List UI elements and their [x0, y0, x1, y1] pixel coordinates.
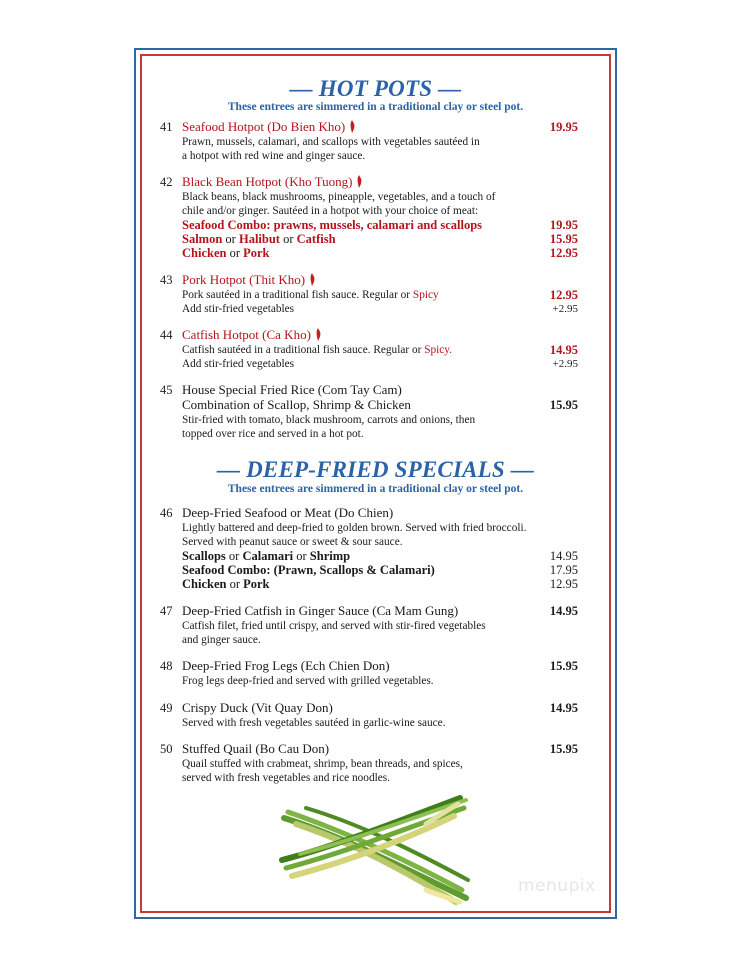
item-addon: Add stir-fried vegetables [182, 303, 295, 315]
item-description: Catfish filet, fried until crispy, and served with stir-fired vegetables [182, 620, 486, 632]
chili-pepper-icon [315, 328, 322, 341]
menupix-watermark: menupix [518, 876, 596, 896]
option-salmon-halibut-catfish: Salmon or Halibut or Catfish [182, 232, 336, 246]
item-name: Pork Hotpot (Thit Kho) [182, 273, 316, 287]
item-name: Crispy Duck (Vit Quay Don) [182, 700, 333, 715]
item-number: 46 [160, 506, 173, 520]
item-subtitle: Combination of Scallop, Shrimp & Chicken [182, 397, 411, 412]
item-description: Frog legs deep-fried and served with grilled vegetables. [182, 675, 434, 687]
item-price: 19.95 [549, 120, 578, 134]
option-chicken-pork: Chicken or Pork [182, 246, 270, 260]
item-price: 15.95 [549, 659, 578, 673]
addon-price: +2.95 [552, 358, 578, 370]
item-description: Prawn, mussels, calamari, and scallops with vegetables sautéed in [182, 136, 480, 148]
item-description: Catfish sautéed in a traditional fish sauce. Regular or Spicy. [182, 344, 453, 356]
item-description: Served with peanut sauce or sweet & sour sauce. [182, 536, 403, 548]
option-price: 12.95 [549, 577, 578, 591]
item-number: 47 [160, 604, 173, 618]
item-description: topped over rice and served in a hot pot. [182, 428, 364, 440]
item-description: Pork sautéed in a traditional fish sauce. Regular or Spicy [182, 289, 439, 301]
hot-pots-subtitle: These entrees are simmered in a traditional clay or steel pot. [227, 101, 524, 113]
option-seafood-combo: Seafood Combo: prawns, mussels, calamari and scallops [182, 218, 483, 232]
option-price: 15.95 [549, 232, 578, 246]
item-price: 14.95 [549, 604, 578, 618]
option-price: 14.95 [549, 549, 578, 563]
item-name: Deep-Fried Catfish in Ginger Sauce (Ca Mam Gung) [182, 603, 459, 618]
item-name: Black Bean Hotpot (Kho Tuong) [182, 175, 363, 189]
item-description: Black beans, black mushrooms, pineapple, vegetables, and a touch of [182, 191, 496, 203]
item-name: Catfish Hotpot (Ca Kho) [182, 328, 322, 342]
lemongrass-image [276, 794, 472, 906]
item-number: 48 [160, 659, 173, 673]
item-number: 41 [160, 120, 173, 134]
option-seafood-combo: Seafood Combo: (Prawn, Scallops & Calamari) [182, 563, 435, 577]
item-price: 14.95 [549, 343, 578, 357]
item-name: Deep-Fried Seafood or Meat (Do Chien) [182, 505, 394, 520]
item-name: Stuffed Quail (Bo Cau Don) [182, 741, 330, 756]
item-number: 49 [160, 701, 173, 715]
item-description: and ginger sauce. [182, 634, 261, 646]
hot-pots-title: — HOT POTS — [289, 76, 462, 101]
item-description: Served with fresh vegetables sautéed in garlic-wine sauce. [182, 717, 446, 729]
addon-price: +2.95 [552, 303, 578, 315]
item-price: 14.95 [549, 701, 578, 715]
deep-fried-title: — DEEP-FRIED SPECIALS — [216, 457, 535, 482]
item-description: served with fresh vegetables and rice noodles. [182, 772, 390, 784]
item-number: 44 [160, 328, 173, 342]
chili-pepper-icon [356, 175, 363, 188]
item-name: Seafood Hotpot (Do Bien Kho) [182, 120, 356, 134]
chili-pepper-icon [349, 120, 356, 133]
item-description: a hotpot with red wine and ginger sauce. [182, 150, 366, 162]
option-chicken-pork: Chicken or Pork [182, 577, 270, 591]
item-description: chile and/or ginger. Sautéed in a hotpot with your choice of meat: [182, 205, 479, 217]
deep-fried-subtitle: These entrees are simmered in a traditional clay or steel pot. [227, 483, 524, 495]
chili-pepper-icon [309, 273, 316, 286]
item-number: 45 [160, 383, 173, 397]
item-number: 50 [160, 742, 173, 756]
item-price: 15.95 [549, 742, 578, 756]
option-price: 17.95 [549, 563, 578, 577]
item-number: 42 [160, 175, 173, 189]
option-price: 12.95 [549, 246, 578, 260]
item-number: 43 [160, 273, 173, 287]
item-description: Quail stuffed with crabmeat, shrimp, bean threads, and spices, [182, 758, 463, 770]
item-description: Lightly battered and deep-fried to golden brown. Served with fried broccoli. [182, 522, 527, 534]
item-description: Stir-fried with tomato, black mushroom, carrots and onions, then [182, 414, 476, 426]
item-price: 12.95 [549, 288, 578, 302]
item-addon: Add stir-fried vegetables [182, 358, 295, 370]
item-name: House Special Fried Rice (Com Tay Cam) [182, 382, 402, 397]
item-price: 15.95 [549, 398, 578, 412]
item-name: Deep-Fried Frog Legs (Ech Chien Don) [182, 658, 390, 673]
option-scallops-calamari-shrimp: Scallops or Calamari or Shrimp [182, 549, 351, 563]
option-price: 19.95 [549, 218, 578, 232]
